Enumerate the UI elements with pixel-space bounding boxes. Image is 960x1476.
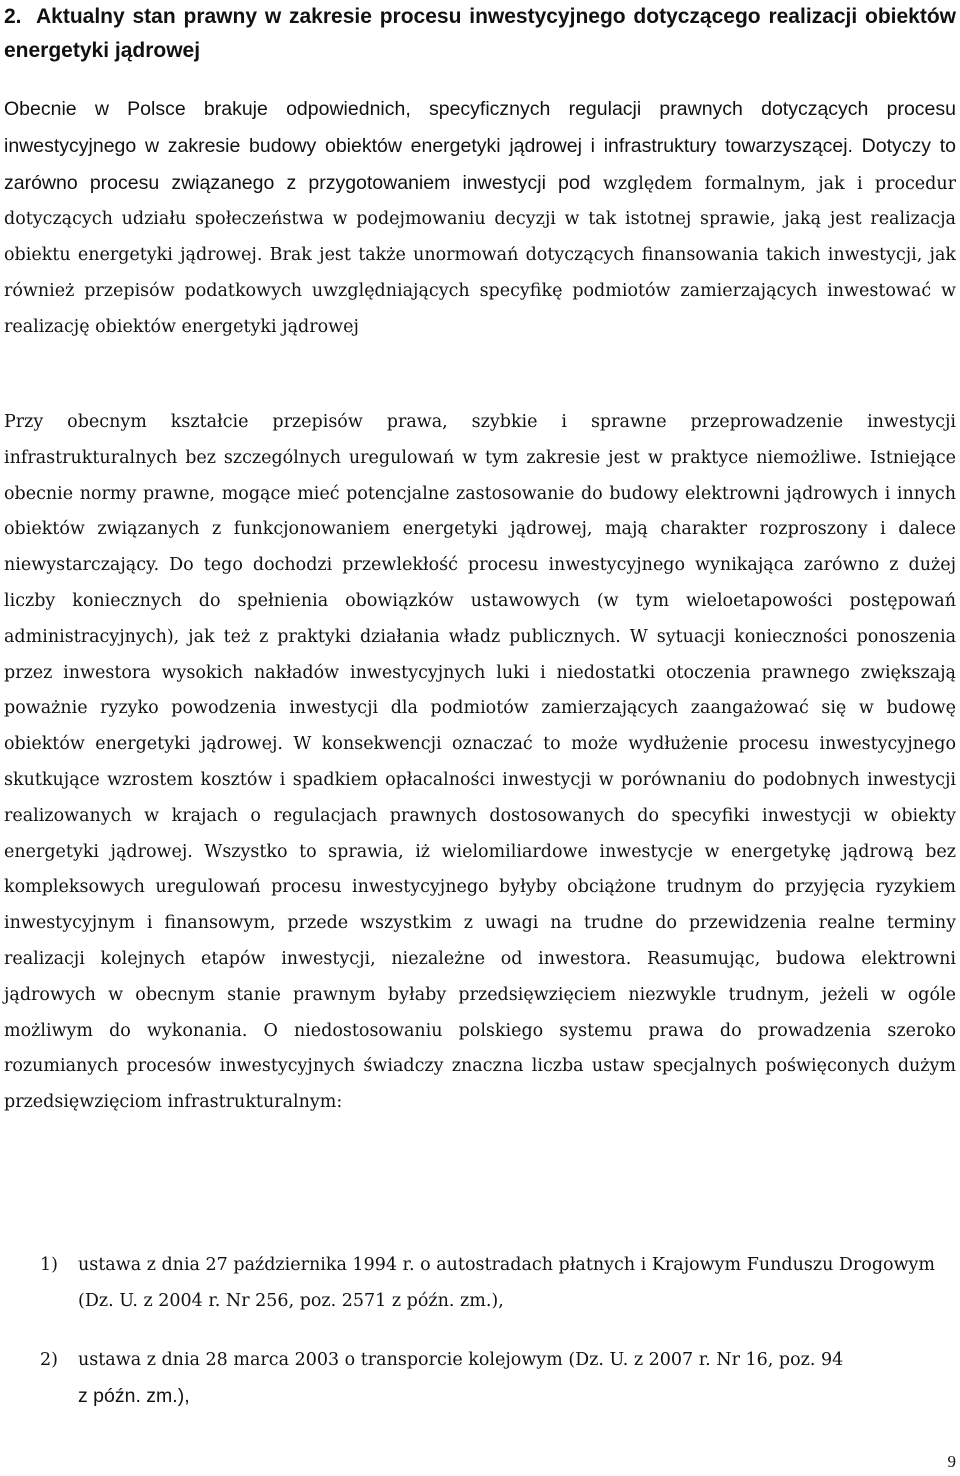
list-item-marker: 1) bbox=[40, 1255, 58, 1275]
section-number: 2. bbox=[4, 5, 22, 28]
paragraph-current-regulations bbox=[4, 92, 956, 346]
list-item-text: ustawa z dnia 27 października 1994 r. o autostradach płatnych i Krajowym Funduszu Drogowym (Dz. U. z 2004 r. Nr 256, poz. 2571 z późn. zm.), bbox=[78, 1255, 936, 1311]
section-title: Aktualny stan prawny w zakresie procesu inwestycyjnego dotyczącego realizacji obiektów energetyki jądrowej bbox=[4, 5, 956, 62]
paragraph-legal-shape: Przy obecnym kształcie przepisów prawa, szybkie i sprawne przeprowadzenie inwestycji infrastrukturalnych bez szczególnych uregulowań w tym zakresie jest w praktyce niemożliwe. Istniejące obecnie normy prawne, mogące mieć potencjalne zastosowanie do budowy elektrowni jądrowych i innych obiektów związanych z funkcjonowaniem energetyki jądrowej, mają charakter rozproszony i dalece niewystarczający. Do tego dochodzi przewlekłość procesu inwestycyjnego wynikająca zarówno z dużej liczby koniecznych do spełnienia obowiązków ustawowych (w tym wieloetapowości postępowań administracyjnych), jak też z praktyki działania władz publicznych. W sytuacji konieczności ponoszenia przez inwestora wysokich nakładów inwestycyjnych luki i niedostatki otoczenia prawnego zwiększają poważnie ryzyko powodzenia inwestycji dla podmiotów zamierzających zaangażować się w budowę obiektów energetyki jądrowej. W konsekwencji oznaczać to może wydłużenie procesu inwestycyjnego skutkujące wzrostem kosztów i spadkiem opłacalności inwestycji w porównaniu do podobnych inwestycji realizowanych w krajach o regulacjach prawnych dostosowanych do specyfiki inwestycji w obiekty energetyki jądrowej. Wszystko to sprawia, iż wielomiliardowe inwestycje w energetykę jądrową bez kompleksowych uregulowań procesu inwestycyjnego byłyby obciążone trudnym do przyjęcia ryzykiem inwestycyjnym i finansowym, przede wszystkim z uwagi na trudne do przewidzenia realne terminy realizacji kolejnych etapów inwestycji, niezależne od inwestora. Reasumując, budowa elektrowni jądrowych w obecnym stanie prawnym byłaby przedsięwzięciem niezwykle trudnym, jeżeli w ogóle możliwym do wykonania. O niedostosowaniu polskiego systemu prawa do prowadzenia szeroko rozumianych procesów inwestycyjnych świadczy znaczna liczba ustaw specjalnych poświęconych dużym przedsięwzięciom infrastrukturalnym: bbox=[4, 412, 956, 1113]
list-item-sans-part: z późn. zm.), bbox=[78, 1385, 190, 1407]
list-item-text bbox=[78, 1342, 956, 1415]
list-item-marker: 2) bbox=[40, 1350, 58, 1370]
list-item-serif-part: ustawa z dnia 28 marca 2003 o transporcie kolejowym (Dz. U. z 2007 r. Nr 16, poz. 94 bbox=[78, 1350, 844, 1370]
paragraph-serif-part: względem formalnym, jak i procedur dotyczących udziału społeczeństwa w podejmowaniu decyzji w tak istotnej sprawie, jaką jest realizacja obiektu energetyki jądrowej. Brak jest także unormowań dotyczących finansowania takich inwestycji, jak również przepisów podatkowych uwzględniających specyfikę podmiotów zamierzających inwestować w realizację obiektów energetyki jądrowej bbox=[4, 173, 956, 337]
paragraph-sans-part: Obecnie w Polsce brakuje odpowiednich, specyficznych regulacji prawnych dotyczących procesu inwestycyjnego w zakresie budowy obiektów energetyki jądrowej i infrastruktury towarzyszącej. Dotyczy to zarówno procesu związanego z przygotowaniem inwestycji pod bbox=[4, 98, 956, 194]
section-heading bbox=[4, 0, 956, 68]
page-number: 9 bbox=[947, 1452, 956, 1471]
